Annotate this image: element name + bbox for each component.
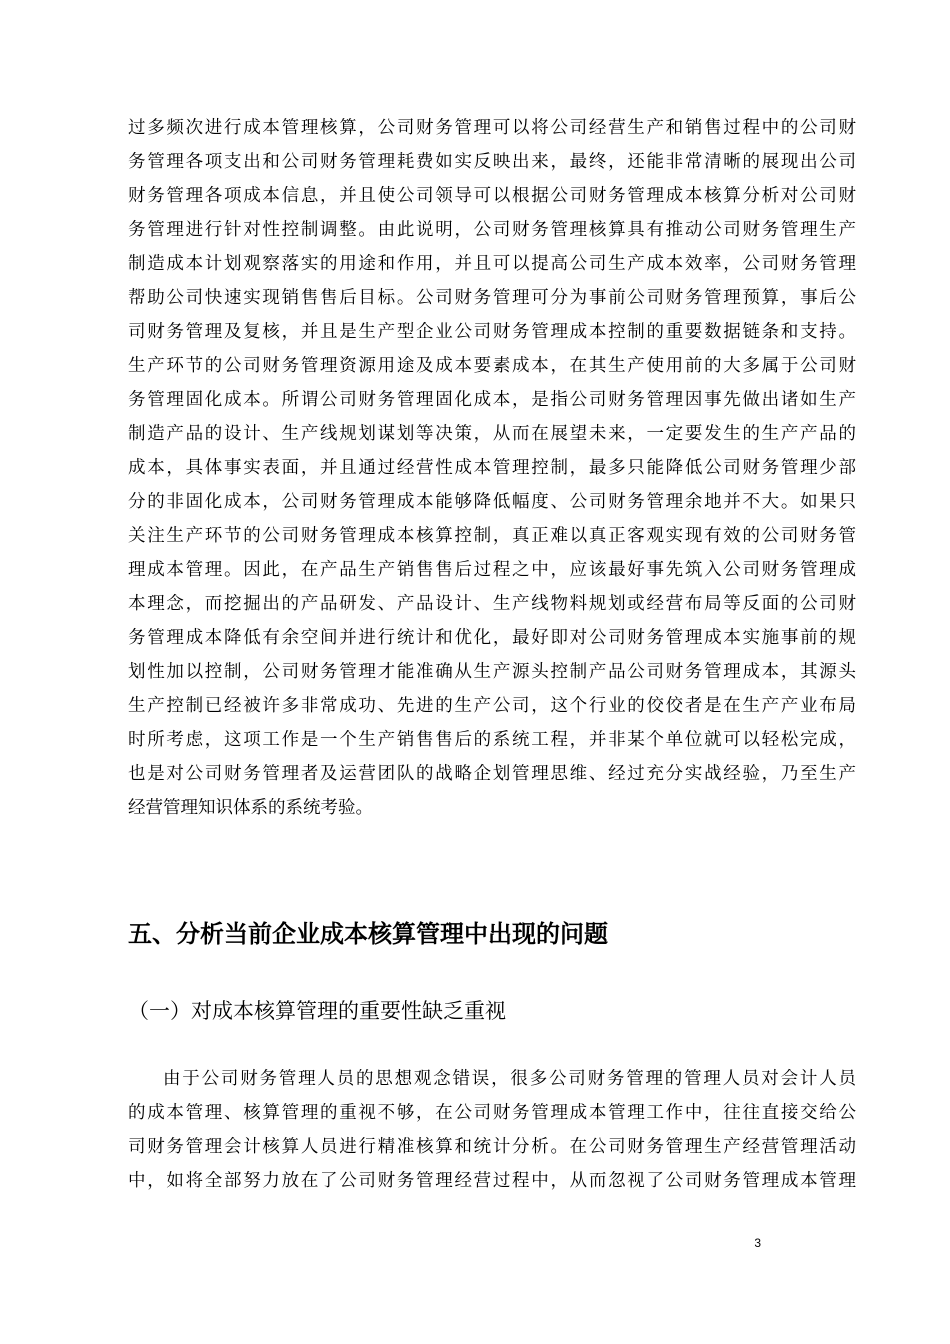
text-line: 制造成本计划观察落实的用途和作用，并且可以提高公司生产成本效率，公司财务管理 — [128, 254, 856, 274]
text-line: 司财务管理及复核，并且是生产型企业公司财务管理成本控制的重要数据链条和支持。 — [128, 322, 856, 342]
text-line: 务管理成本降低有余空间并进行统计和优化，最好即对公司财务管理成本实施事前的规 — [128, 628, 856, 648]
text-line: 时所考虑，这项工作是一个生产销售售后的系统工程，并非某个单位就可以轻松完成， — [128, 730, 856, 750]
text-line: 生产环节的公司财务管理资源用途及成本要素成本，在其生产使用前的大多属于公司财 — [128, 356, 856, 376]
text-line: 中，如将全部努力放在了公司财务管理经营过程中，从而忽视了公司财务管理成本管理 — [128, 1171, 856, 1191]
text-line: 过多频次进行成本管理核算，公司财务管理可以将公司经营生产和销售过程中的公司财 — [128, 118, 856, 138]
text-line: 理成本管理。因此，在产品生产销售售后过程之中，应该最好事先筑入公司财务管理成 — [128, 560, 856, 580]
text-line: 的成本管理、核算管理的重视不够，在公司财务管理成本管理工作中，往往直接交给公 — [128, 1103, 856, 1123]
section-heading: 五、分析当前企业成本核算管理中出现的问题 — [128, 920, 608, 948]
text-line: 司财务管理会计核算人员进行精准核算和统计分析。在公司财务管理生产经营管理活动 — [128, 1137, 856, 1157]
text-line: 关注生产环节的公司财务管理成本核算控制，真正难以真正客观实现有效的公司财务管 — [128, 526, 856, 546]
text-line: 务管理固化成本。所谓公司财务管理固化成本，是指公司财务管理因事先做出诸如生产 — [128, 390, 856, 410]
text-line: 制造产品的设计、生产线规划谋划等决策，从而在展望未来，一定要发生的生产产品的 — [128, 424, 856, 444]
text-line: 务管理进行针对性控制调整。由此说明，公司财务管理核算具有推动公司财务管理生产 — [128, 220, 856, 240]
subsection-heading: （一）对成本核算管理的重要性缺乏重视 — [128, 999, 506, 1023]
text-line: 划性加以控制，公司财务管理才能准确从生产源头控制产品公司财务管理成本，其源头 — [128, 662, 856, 682]
text-line: 财务管理各项成本信息，并且使公司领导可以根据公司财务管理成本核算分析对公司财 — [128, 186, 856, 206]
text-line: 本理念，而挖掘出的产品研发、产品设计、生产线物料规划或经营布局等反面的公司财 — [128, 594, 856, 614]
text-line: 成本，具体事实表面，并且通过经营性成本管理控制，最多只能降低公司财务管理少部 — [128, 458, 856, 478]
text-line: 也是对公司财务管理者及运营团队的战略企划管理思维、经过充分实战经验，乃至生产 — [128, 764, 856, 784]
text-line: 由于公司财务管理人员的思想观念错误，很多公司财务管理的管理人员对会计人员 — [163, 1069, 856, 1089]
text-line: 生产控制已经被许多非常成功、先进的生产公司，这个行业的佼佼者是在生产产业布局 — [128, 696, 856, 716]
page-number: 3 — [754, 1236, 761, 1250]
text-line: 务管理各项支出和公司财务管理耗费如实反映出来，最终，还能非常清晰的展现出公司 — [128, 152, 856, 172]
text-line: 分的非固化成本，公司财务管理成本能够降低幅度、公司财务管理余地并不大。如果只 — [128, 492, 856, 512]
text-line: 经营管理知识体系的系统考验。 — [128, 798, 373, 818]
text-line: 帮助公司快速实现销售售后目标。公司财务管理可分为事前公司财务管理预算，事后公 — [128, 288, 856, 308]
